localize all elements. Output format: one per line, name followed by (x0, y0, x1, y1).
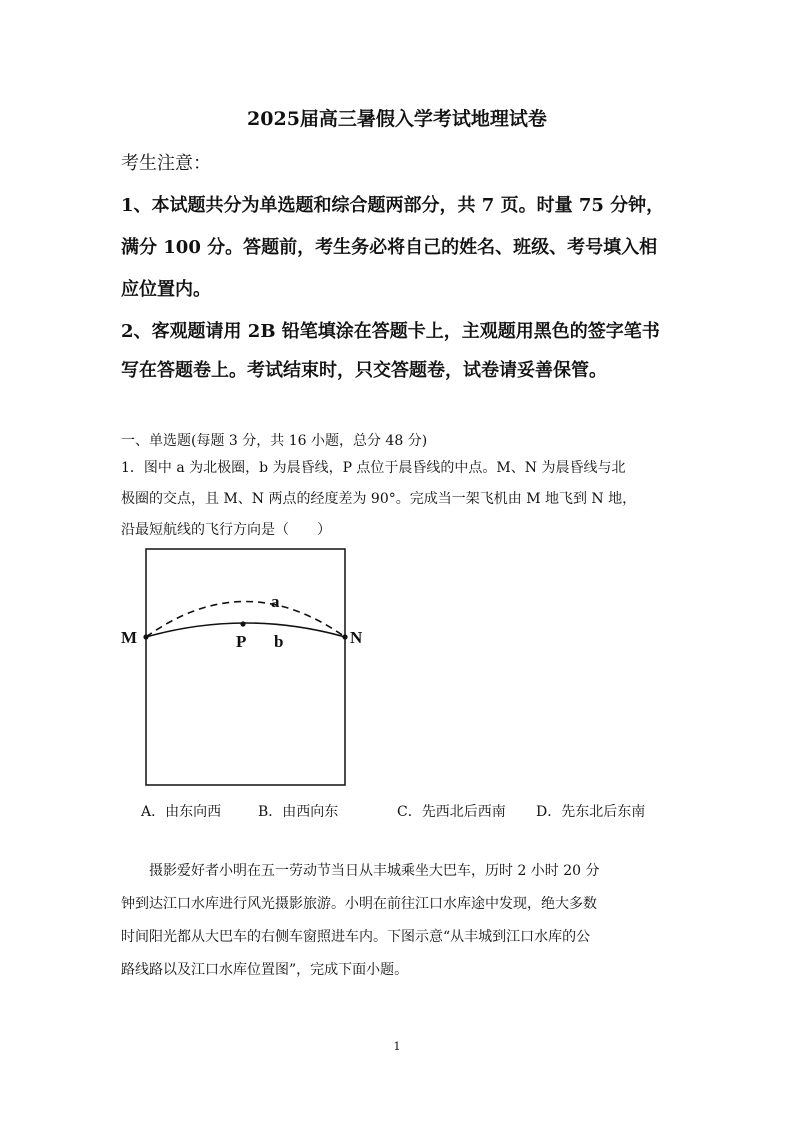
page-title: 2025届高三暑假入学考试地理试卷 (247, 108, 547, 130)
label-m: M (121, 628, 138, 647)
paragraph-line: 路线路以及江口水库位置图”，完成下面小题。 (121, 962, 409, 978)
label-p: P (236, 632, 247, 651)
option-a: A．由东向西 (141, 804, 222, 820)
point-m (143, 634, 148, 639)
label-a: a (271, 592, 280, 611)
notice-line: 应位置内。 (121, 279, 211, 300)
label-n: N (350, 628, 363, 647)
page-number: 1 (393, 1040, 401, 1053)
point-n (342, 634, 347, 639)
question-line: 1．图中 a 为北极圈，b 为晨昏线，P 点位于晨昏线的中点。M、N 为晨昏线与北 (121, 460, 626, 476)
option-b: B．由西向东 (258, 804, 339, 820)
figure-frame (146, 549, 345, 785)
paragraph-line: 钟到达江口水库进行风光摄影旅游。小明在前往江口水库途中发现，绝大多数 (121, 896, 597, 912)
notice-line: 2、客观题请用 2B 铅笔填涂在答题卡上，主观题用黑色的签字笔书 (121, 321, 660, 342)
notice-line: 写在答题卷上。考试结束时，只交答题卷，试卷请妥善保管。 (121, 360, 607, 381)
label-b: b (274, 632, 284, 651)
question-line: 沿最短航线的飞行方向是（ ） (121, 522, 331, 538)
point-p (240, 621, 245, 626)
section-heading: 一、单选题(每题 3 分，共 16 小题，总分 48 分) (121, 433, 428, 449)
notice-line: 满分 100 分。答题前，考生务必将自己的姓名、班级、考号填入相 (121, 237, 658, 258)
option-c: C．先西北后西南 (397, 804, 506, 820)
question-line: 极圈的交点，且 M、N 两点的经度差为 90°。完成当一架飞机由 M 地飞到 N 地， (121, 491, 637, 507)
notice-line: 1、本试题共分为单选题和综合题两部分，共 7 页。时量 75 分钟， (121, 195, 665, 216)
paragraph-line: 时间阳光都从大巴车的右侧车窗照进车内。下图示意“从丰城到江口水库的公 (121, 929, 591, 945)
option-d: D．先东北后东南 (536, 804, 646, 820)
paragraph-line: 摄影爱好者小明在五一劳动节当日从丰城乘坐大巴车，历时 2 小时 20 分 (121, 863, 600, 879)
notice-heading: 考生注意： (121, 153, 211, 174)
